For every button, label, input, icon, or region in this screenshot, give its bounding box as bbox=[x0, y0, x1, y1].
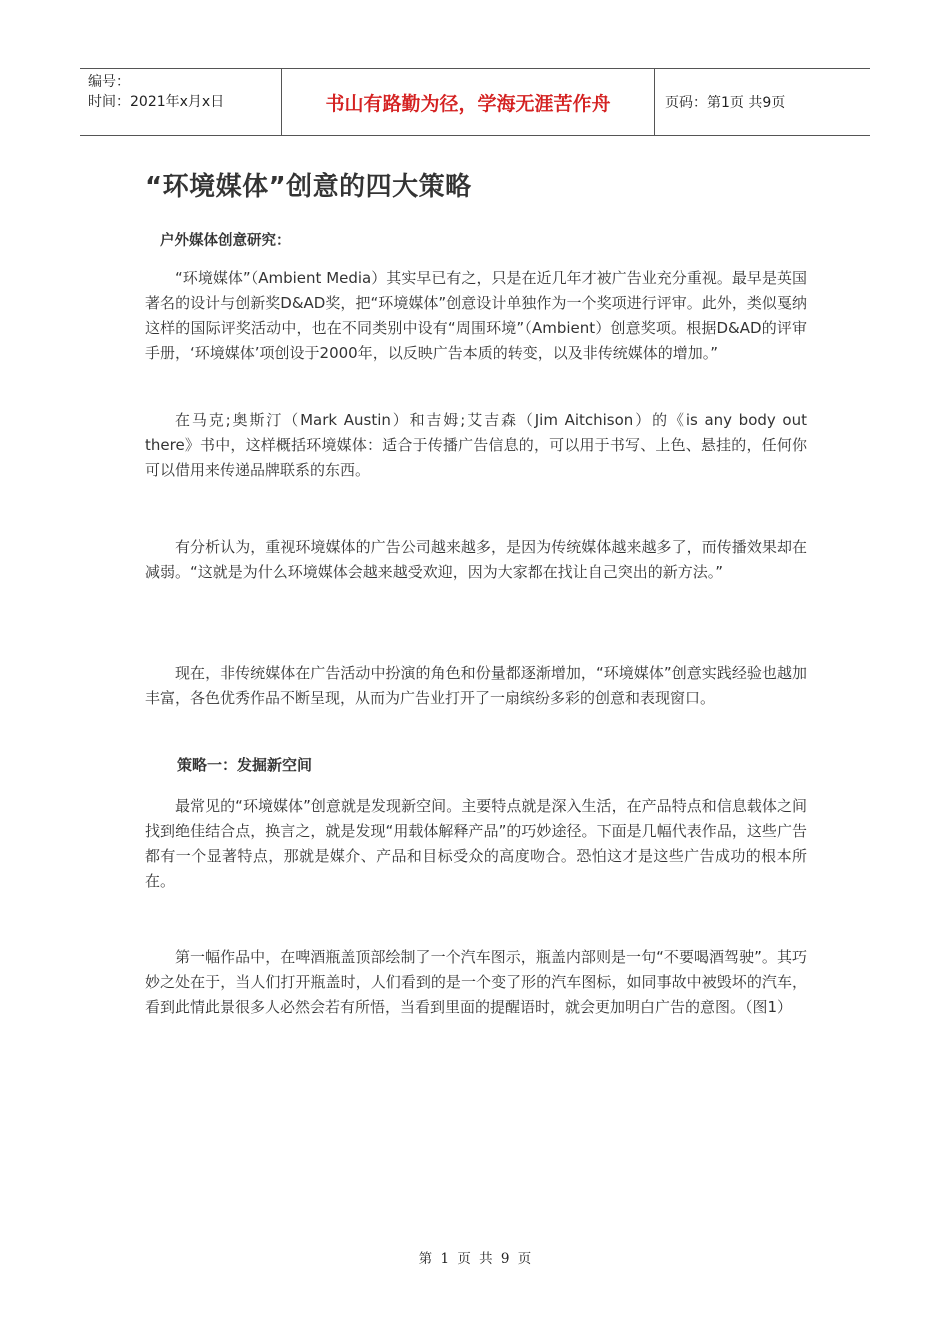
paragraph-book-definition: 在马克;奥斯汀（Mark Austin）和吉姆;艾吉森（Jim Aitchison）的《is any body out there》书中，这样概括环境媒体：适合于传播广告信息的，可以用于书写、上色、悬挂的，任何你可以借用来传递品牌联系的东西。 bbox=[145, 411, 807, 479]
document-subtitle: 户外媒体创意研究： bbox=[160, 233, 291, 249]
time-label: 时间：2021年x月x日 bbox=[88, 94, 225, 110]
header-table bbox=[80, 68, 870, 136]
number-label: 编号： bbox=[88, 74, 130, 90]
strategy-one-heading: 策略一：发掘新空间 bbox=[177, 756, 313, 774]
document-title: “环境媒体”创意的四大策略 bbox=[145, 172, 472, 202]
header-meta bbox=[80, 69, 281, 135]
paragraph-strategy-one: 最常见的“环境媒体”创意就是发现新空间。主要特点就是深入生活，在产品特点和信息载体之间找到绝佳结合点，换言之，就是发现“用载体解释产品”的巧妙途径。下面是几幅代表作品，这些广告都有一个显著特点，那就是媒介、产品和目标受众的高度吻合。恐怕这才是这些广告成功的根本所在。 bbox=[145, 797, 807, 890]
paragraph-example-one: 第一幅作品中，在啤酒瓶盖顶部绘制了一个汽车图示，瓶盖内部则是一句“不要喝酒驾驶”。其巧妙之处在于，当人们打开瓶盖时，人们看到的是一个变了形的汽车图标，如同事故中被毁坏的汽车，看到此情此景很多人必然会若有所悟，当看到里面的提醒语时，就会更加明白广告的意图。（图1） bbox=[145, 948, 807, 1016]
paragraph-current-trend: 现在，非传统媒体在广告活动中扮演的角色和份量都逐渐增加，“环境媒体”创意实践经验也越加丰富，各色优秀作品不断呈现，从而为广告业打开了一扇缤纷多彩的创意和表现窗口。 bbox=[145, 664, 807, 707]
page-footer: 第 1 页 共 9 页 bbox=[418, 1251, 532, 1267]
header-page-info: 页码：第1页 共9页 bbox=[665, 95, 786, 111]
header-motto: 书山有路勤为径，学海无涯苦作舟 bbox=[281, 69, 655, 135]
paragraph-analysis: 有分析认为，重视环境媒体的广告公司越来越多，是因为传统媒体越来越多了，而传播效果却在减弱。“这就是为什么环境媒体会越来越受欢迎，因为大家都在找让自己突出的新方法。” bbox=[145, 538, 807, 581]
paragraph-ambient-media-intro: “环境媒体”（Ambient Media）其实早已有之，只是在近几年才被广告业充分重视。最早是英国著名的设计与创新奖D&AD奖，把“环境媒体”创意设计单独作为一个奖项进行评审。此外，类似戛纳这样的国际评奖活动中，也在不同类别中设有“周围环境”（Ambient）创意奖项。根据D&AD的评审手册，‘环境媒体’项创设于2000年，以反映广告本质的转变，以及非传统媒体的增加。” bbox=[145, 269, 807, 362]
